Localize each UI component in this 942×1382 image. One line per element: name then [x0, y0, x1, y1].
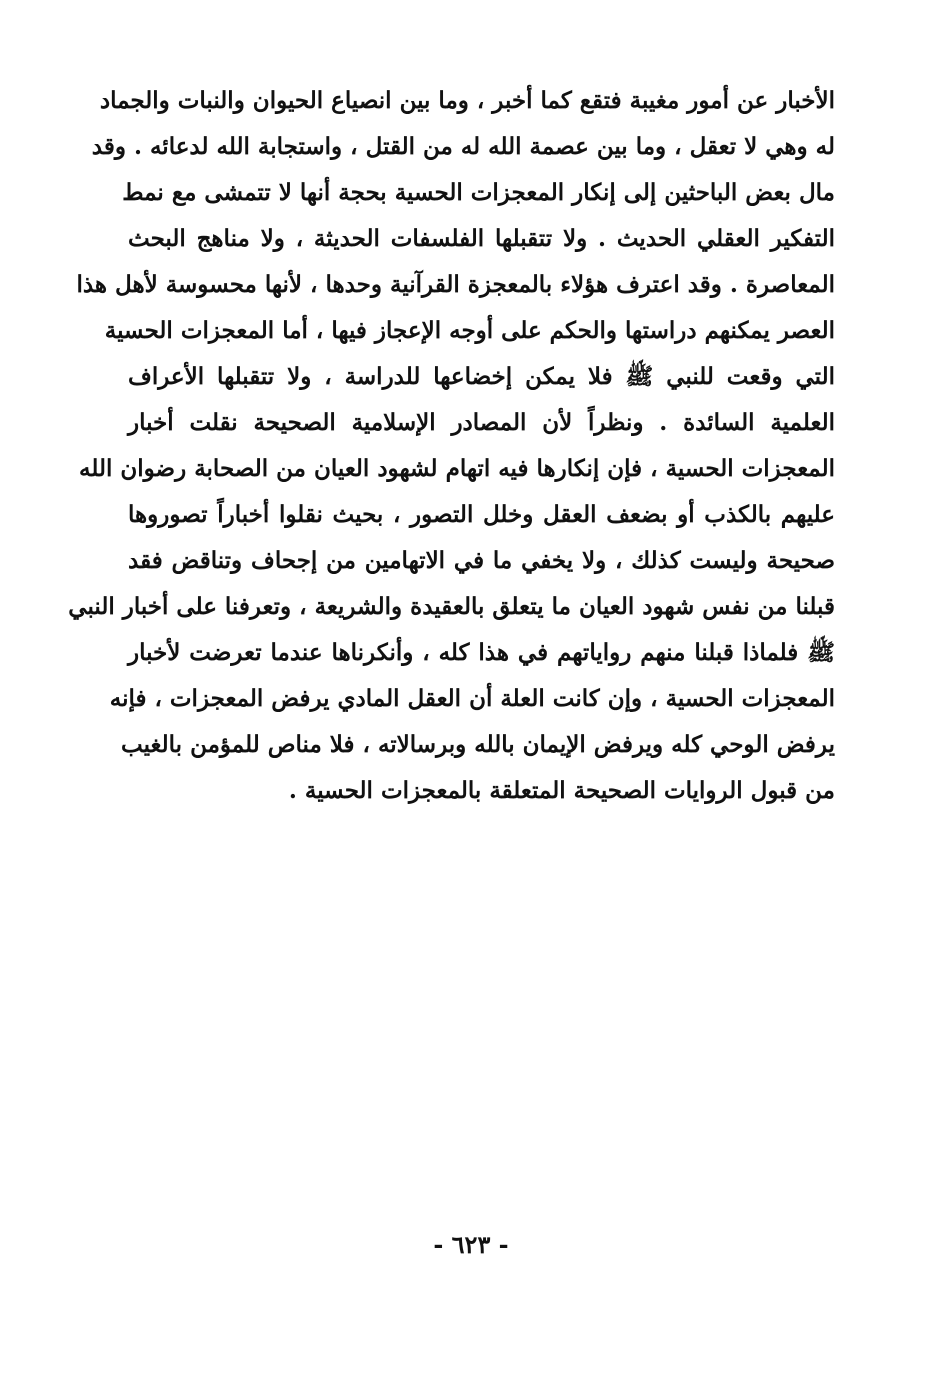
text-line: صحيحة وليست كذلك ، ولا يخفي ما في الاتهامين من إجحاف وتناقض فقد: [128, 547, 835, 574]
text-line: يرفض الوحي كله ويرفض الإيمان بالله وبرسالاته ، فلا مناص للمؤمن بالغيب: [121, 731, 835, 758]
body-paragraph: [68, 78, 835, 814]
text-line: له وهي لا تعقل ، وما بين عصمة الله له من القتل ، واستجابة الله لدعائه . وقد: [91, 133, 835, 160]
page-number: - ٦٢٣ -: [433, 1230, 509, 1259]
text-line: المعجزات الحسية ، فإن إنكارها فيه اتهام لشهود العيان من الصحابة رضوان الله: [79, 455, 835, 482]
text-line: المعجزات الحسية ، وإن كانت العلة أن العقل المادي يرفض المعجزات ، فإنه: [109, 685, 835, 712]
text-line: العلمية السائدة . ونظراً لأن المصادر الإسلامية الصحيحة نقلت أخبار: [128, 409, 835, 436]
text-line-last: من قبول الروايات الصحيحة المتعلقة بالمعجزات الحسية .: [288, 777, 835, 804]
text-line: ﷺ فلماذا قبلنا منهم رواياتهم في هذا كله ، وأنكرناها عندما تعرضت لأخبار: [128, 639, 835, 666]
text-line: المعاصرة . وقد اعترف هؤلاء بالمعجزة القرآنية وحدها ، لأنها محسوسة لأهل هذا: [76, 271, 835, 298]
text-line: التفكير العقلي الحديث . ولا تتقبلها الفلسفات الحديثة ، ولا مناهج البحث: [128, 225, 835, 252]
text-line: الأخبار عن أمور مغيبة فتقع كما أخبر ، وما بين انصياع الحيوان والنبات والجماد: [99, 87, 835, 114]
text-line: عليهم بالكذب أو بضعف العقل وخلل التصور ، بحيث نقلوا أخباراً تصوروها: [128, 501, 835, 528]
text-line: التي وقعت للنبي ﷺ فلا يمكن إخضاعها للدراسة ، ولا تتقبلها الأعراف: [128, 363, 835, 390]
text-line: العصر يمكنهم دراستها والحكم على أوجه الإعجاز فيها ، أما المعجزات الحسية: [104, 317, 835, 344]
text-line: قبلنا من نفس شهود العيان ما يتعلق بالعقيدة والشريعة ، وتعرفنا على أخبار النبي: [68, 593, 835, 620]
text-line: مال بعض الباحثين إلى إنكار المعجزات الحسية بحجة أنها لا تتمشى مع نمط: [122, 179, 835, 206]
